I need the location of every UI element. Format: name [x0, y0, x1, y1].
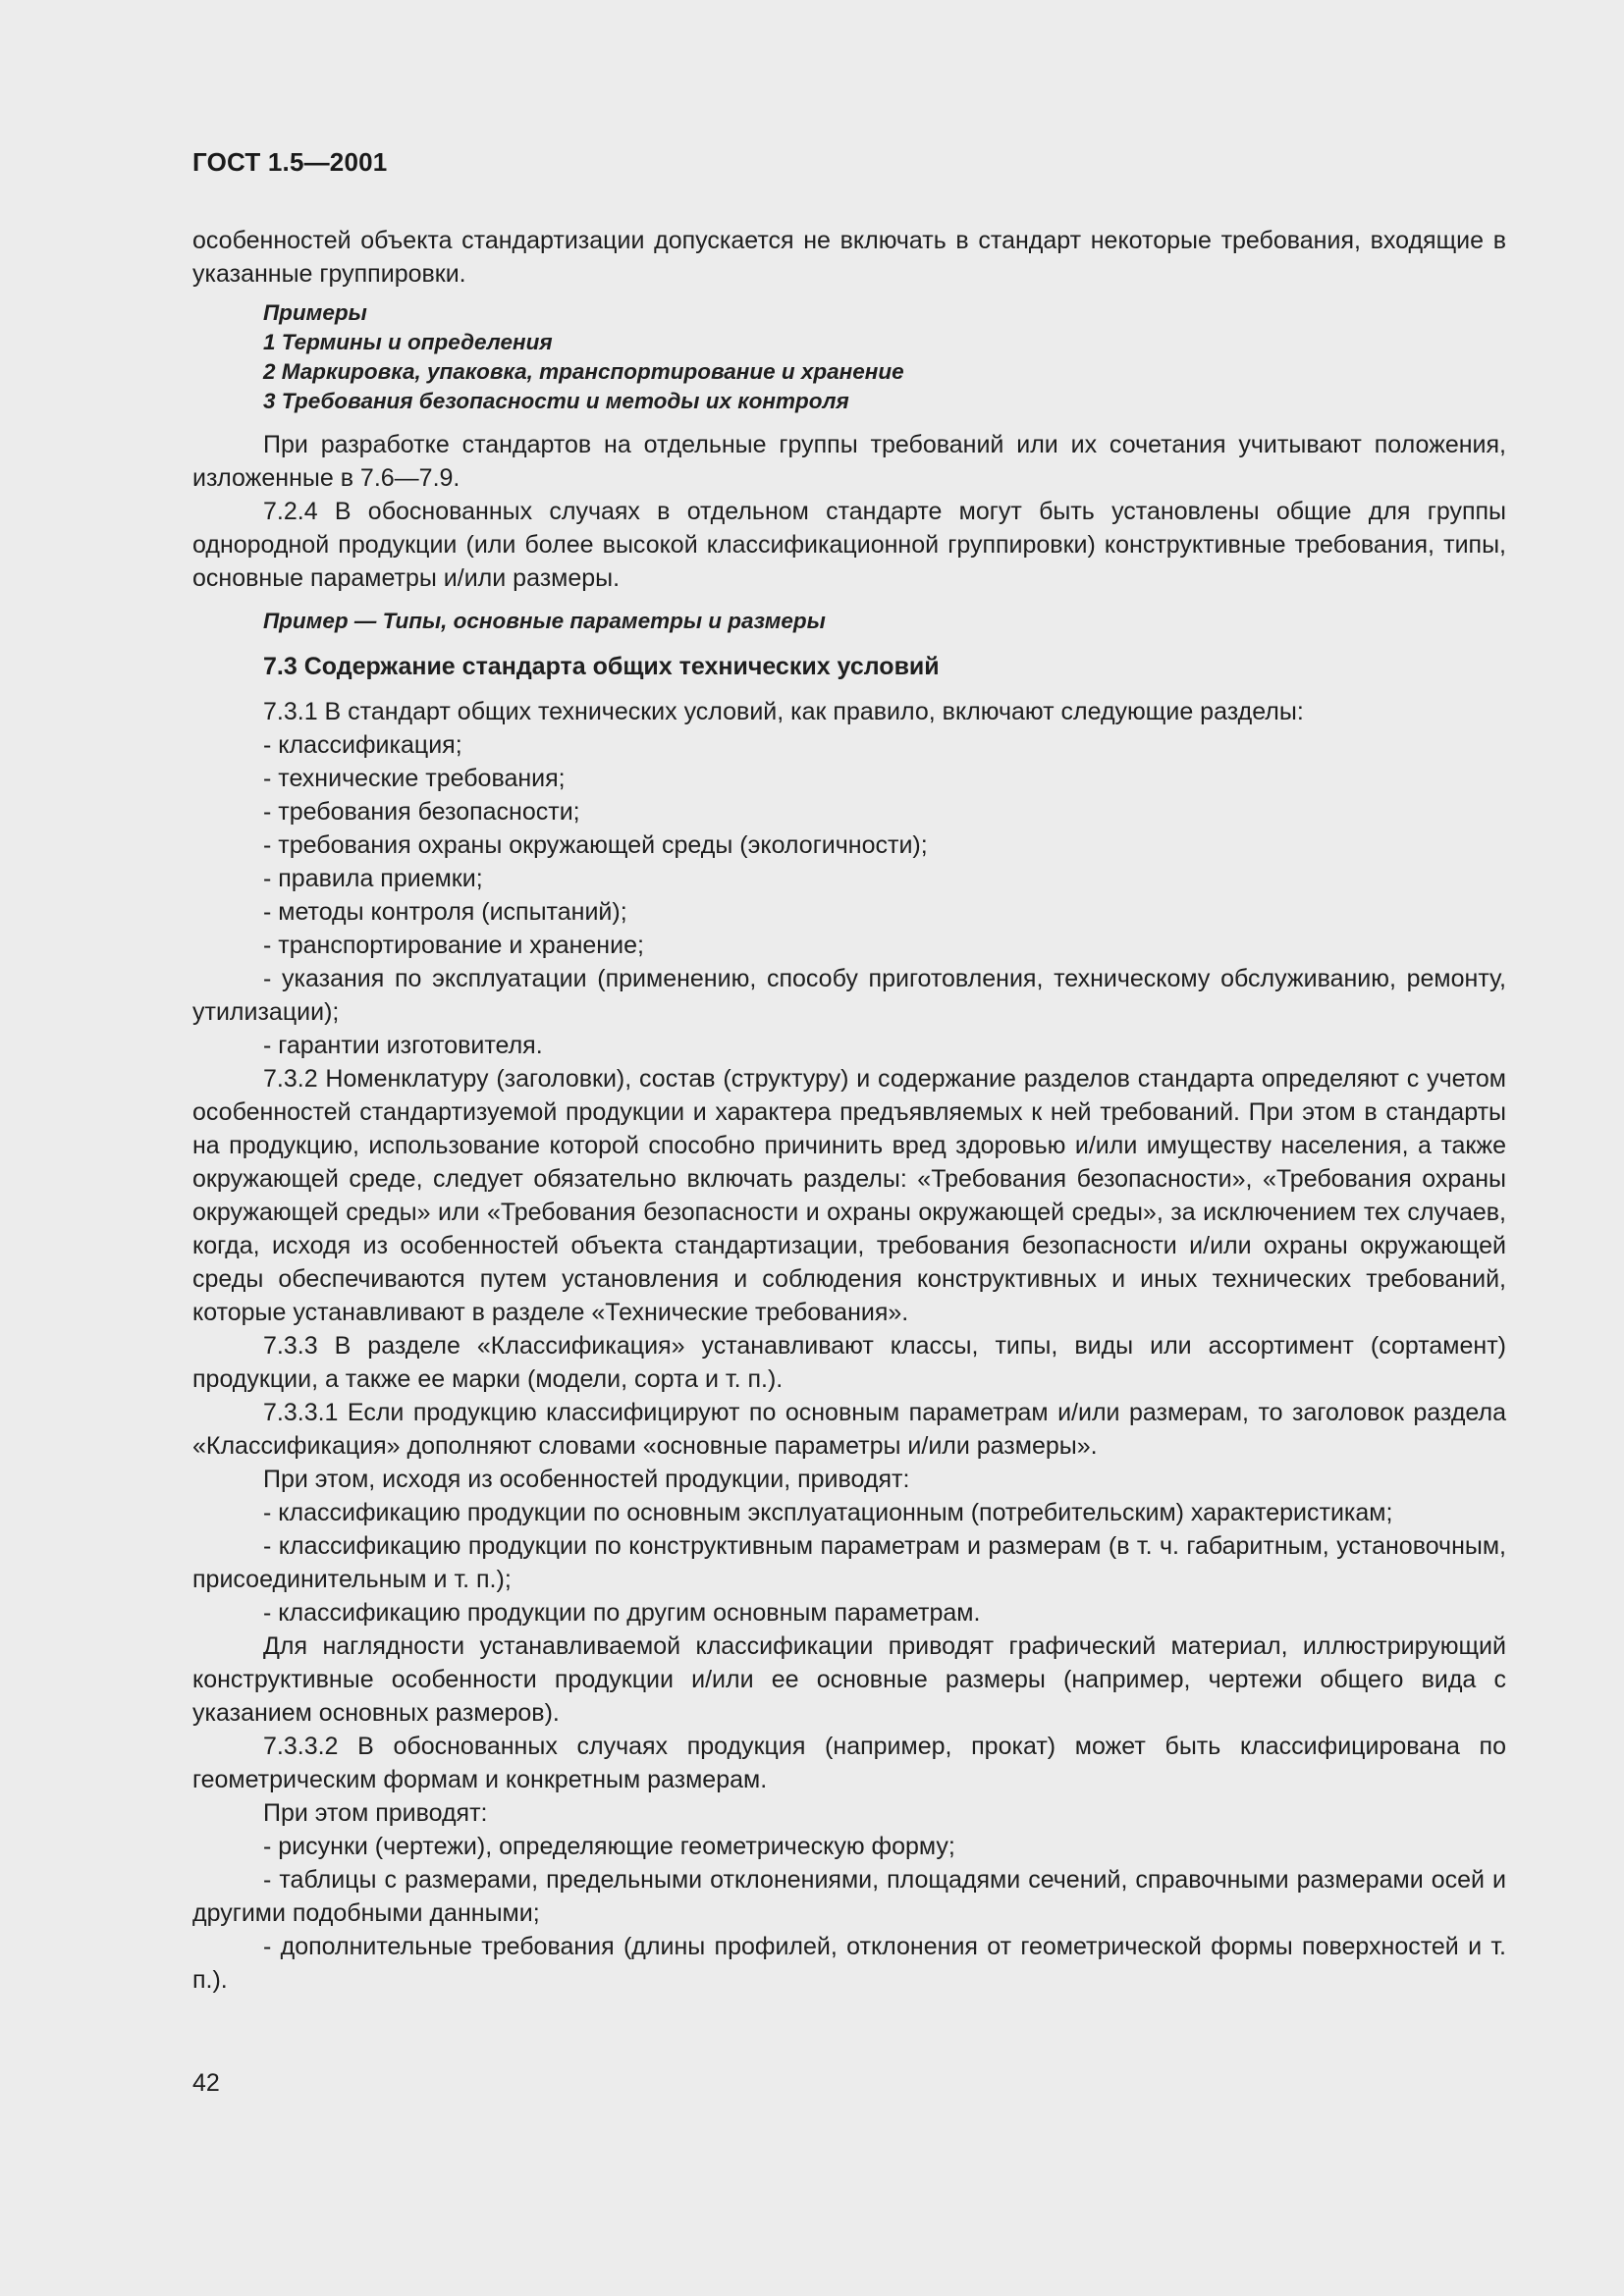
paragraph: При разработке стандартов на отдельные группы требований или их сочетания учитывают положения, изложенные в 7.6—7.9.	[192, 431, 1506, 492]
paragraph: 7.2.4 В обоснованных случаях в отдельном стандарте могут быть установлены общие для группы однородной продукции (или более высокой классификационной группировки) конструктивные требования, типы, основные параметры и/или размеры.	[192, 498, 1506, 592]
paragraph: 7.3.1 В стандарт общих технических условий, как правило, включают следующие разделы:	[263, 698, 1304, 725]
paragraph: При этом приводят:	[263, 1799, 488, 1827]
list-item: - указания по эксплуатации (применению, способу приготовления, техническому обслуживанию, ремонту, утилизации);	[192, 965, 1506, 1026]
list-item: - транспортирование и хранение;	[263, 932, 644, 959]
section-heading: 7.3 Содержание стандарта общих технических условий	[263, 653, 940, 680]
examples-block	[192, 298, 1506, 416]
list-item: - классификацию продукции по основным эксплуатационным (потребительским) характеристикам;	[263, 1499, 1393, 1526]
list-item: - таблицы с размерами, предельными отклонениями, площадями сечений, справочными размерами осей и другими подобными данными;	[192, 1866, 1506, 1927]
paragraph: 7.3.3.2 В обоснованных случаях продукция (например, прокат) может быть классифицирована по геометрическим формам и конкретным размерам.	[192, 1733, 1506, 1793]
paragraph: 7.3.3.1 Если продукцию классифицируют по основным параметрам и/или размерам, то заголовок раздела «Классификация» дополняют словами «основные параметры и/или размеры».	[192, 1399, 1506, 1460]
list-item: - классификация;	[263, 731, 462, 759]
list-item: - рисунки (чертежи), определяющие геометрическую форму;	[263, 1833, 955, 1860]
paragraph: При этом, исходя из особенностей продукции, приводят:	[263, 1466, 910, 1493]
list-item: - классификацию продукции по другим основным параметрам.	[263, 1599, 981, 1627]
list-item: - технические требования;	[263, 765, 566, 792]
document-body	[192, 224, 1506, 1997]
list-item: - дополнительные требования (длины профилей, отклонения от геометрической формы поверхностей и т. п.).	[192, 1933, 1506, 1994]
page-number: 42	[192, 2069, 220, 2097]
example-item: 1 Термины и определения	[263, 330, 553, 354]
list-item: - гарантии изготовителя.	[263, 1032, 543, 1059]
list-item: - правила приемки;	[263, 865, 483, 892]
examples-title: Примеры	[263, 300, 367, 325]
paragraph: 7.3.2 Номенклатуру (заголовки), состав (структуру) и содержание разделов стандарта определяют с учетом особенностей стандартизуемой продукции и характера предъявляемых к ней требований. При этом в стандарты на продукцию, использование которой способно причинить вред здоровью и/или имуществу населения, а также окружающей среде, следует обязательно включать разделы: «Требования безопасности», «Требования охраны окружающей среды» или «Требования безопасности и охраны окружающей среды», за исключением тех случаев, когда, исходя из особенностей объекта стандартизации, требования безопасности и/или охраны окружающей среды обеспечиваются путем установления и соблюдения конструктивных и иных технических требований, которые устанавливают в разделе «Технические требования».	[192, 1065, 1506, 1326]
list-item: - требования охраны окружающей среды (экологичности);	[263, 831, 928, 859]
paragraph: особенностей объекта стандартизации допускается не включать в стандарт некоторые требования, входящие в указанные группировки.	[192, 227, 1506, 288]
list-item: - методы контроля (испытаний);	[263, 898, 627, 926]
paragraph: Для наглядности устанавливаемой классификации приводят графический материал, иллюстрирующий конструктивные особенности продукции и/или ее основные размеры (например, чертежи общего вида с указанием основных размеров).	[192, 1632, 1506, 1727]
example-item: 2 Маркировка, упаковка, транспортирование и хранение	[263, 359, 904, 384]
list-item: - требования безопасности;	[263, 798, 580, 826]
example-single: Пример — Типы, основные параметры и размеры	[263, 609, 826, 633]
list-item: - классификацию продукции по конструктивным параметрам и размерам (в т. ч. габаритным, установочным, присоединительным и т. п.);	[192, 1532, 1506, 1593]
paragraph: 7.3.3 В разделе «Классификация» устанавливают классы, типы, виды или ассортимент (сортамент) продукции, а также ее марки (модели, сорта и т. п.).	[192, 1332, 1506, 1393]
document-header: ГОСТ 1.5—2001	[192, 147, 388, 177]
example-item: 3 Требования безопасности и методы их контроля	[263, 389, 849, 413]
